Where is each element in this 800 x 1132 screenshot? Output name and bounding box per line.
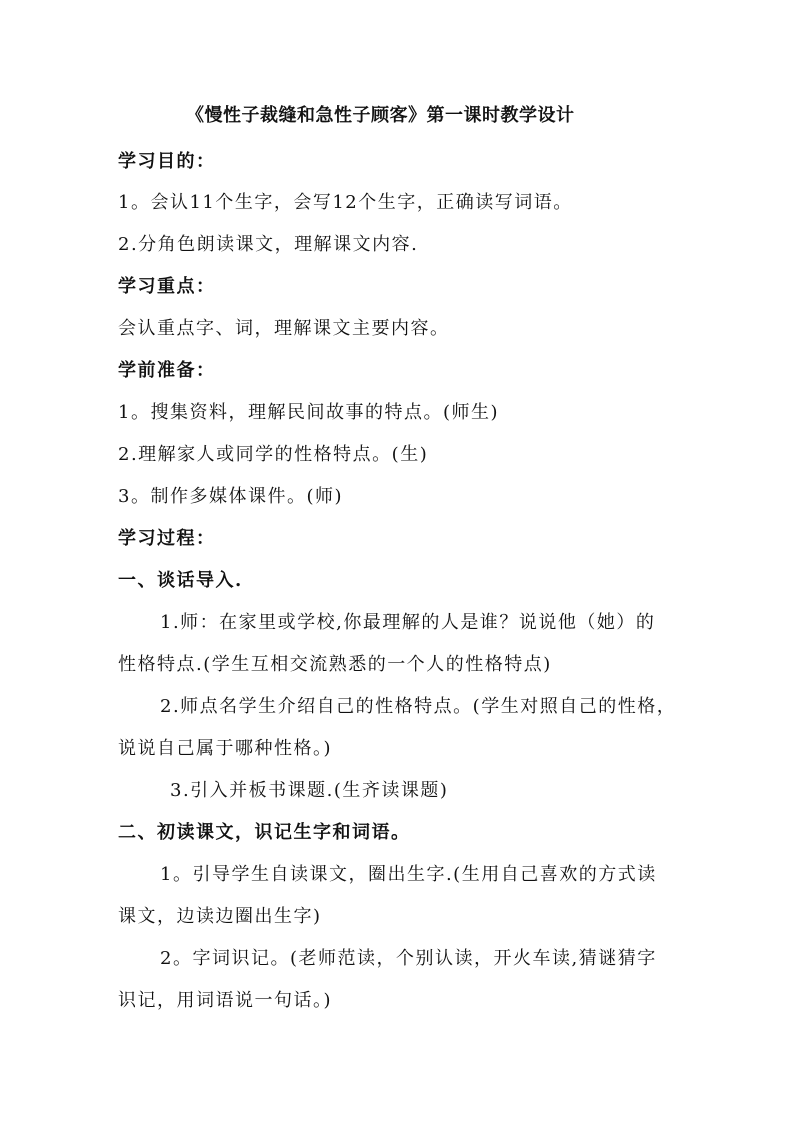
preparation-heading: 学前准备： [118,360,216,381]
objectives-heading: 学习目的： [118,151,216,172]
preparation-item: 1。搜集资料，理解民间故事的特点。(师生) [118,402,499,423]
key-points-heading: 学习重点： [118,276,216,297]
objective-item: 1。会认11个生字，会写12个生字，正确读写词语。 [118,192,573,213]
paragraph-line: 1。引导学生自读课文，圈出生字.(生用自己喜欢的方式读 [160,864,657,885]
objective-item: 2.分角色朗读课文，理解课文内容. [118,234,419,255]
process-heading: 学习过程： [118,528,216,549]
preparation-item: 2.理解家人或同学的性格特点。(生) [118,444,429,465]
section-heading-intro: 一、谈话导入. [118,570,243,591]
paragraph-line: 2.师点名学生介绍自己的性格特点。(学生对照自己的性格， [160,696,677,717]
key-points-text: 会认重点字、词，理解课文主要内容。 [118,318,450,339]
paragraph-line: 课文，边读边圈出生字) [118,906,322,927]
paragraph-line: 1.师：在家里或学校,你最理解的人是谁？说说他（她）的 [160,612,656,633]
paragraph-line: 3.引入并板书课题.(生齐读课题) [170,780,449,801]
paragraph-line: 性格特点.(学生互相交流熟悉的一个人的性格特点) [118,654,552,675]
paragraph-line: 识记，用词语说一句话。) [118,990,333,1011]
preparation-item: 3。制作多媒体课件。(师) [118,486,343,507]
section-heading-reading: 二、初读课文，识记生字和词语。 [118,822,411,843]
document-title: 《慢性子裁缝和急性子顾客》第一课时教学设计 [186,105,575,126]
paragraph-line: 说说自己属于哪种性格。) [118,738,333,759]
paragraph-line: 2。字词识记。(老师范读，个别认读，开火车读,猜谜猜字 [160,948,657,969]
